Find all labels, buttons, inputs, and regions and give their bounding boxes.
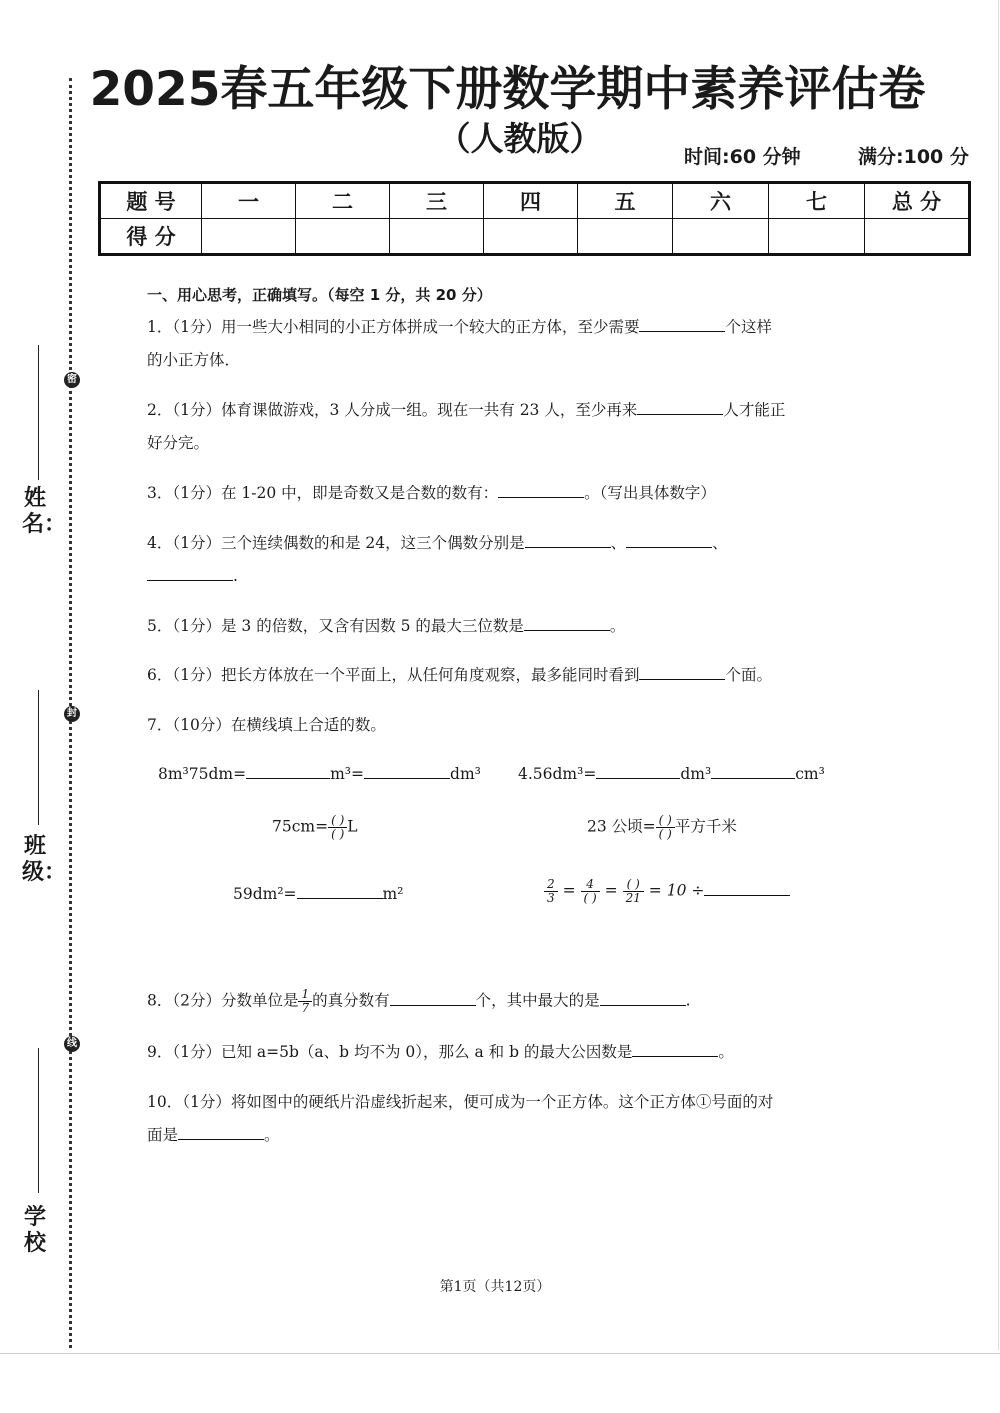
- q7-conversion-1: 8m³75dm= m³= dm³: [158, 765, 481, 783]
- score-table-score-row: [100, 219, 970, 255]
- fraction-blank[interactable]: $\frac{4}{( )}$: [581, 878, 600, 905]
- score-cell[interactable]: [390, 219, 484, 255]
- score-cell[interactable]: [296, 219, 390, 255]
- score-table-header-row: [100, 183, 970, 219]
- q7-conversion-4: 23 公顷= $\frac{( )}{( )}$ 平方千米: [587, 813, 737, 841]
- question-3: 3．（1分）在 1-20 中，即是奇数又是合数的数有： 。（写出具体数字）: [147, 484, 716, 502]
- score-header-cell: 五: [578, 183, 673, 219]
- answer-blank[interactable]: [626, 533, 712, 548]
- score-header-cell: 题 号: [100, 183, 202, 219]
- page-edge: [998, 0, 999, 1350]
- score-row-label: 得 分: [100, 219, 202, 255]
- answer-blank[interactable]: [525, 533, 611, 548]
- question-10-line1: 10．（1分）将如图中的硬纸片沿虚线折起来，便可成为一个正方体。这个正方体①号面的对: [147, 1093, 774, 1111]
- question-7: 7．（10分）在横线填上合适的数。: [147, 716, 386, 734]
- question-5: 5．（1分）是 3 的倍数，又含有因数 5 的最大三位数是 。: [147, 617, 626, 635]
- score-header-cell: 总 分: [865, 183, 970, 219]
- answer-blank[interactable]: [364, 764, 450, 779]
- score-table: [98, 181, 971, 256]
- exam-full-score: 满分:100 分: [858, 146, 969, 168]
- exam-time: 时间:60 分钟: [684, 146, 801, 168]
- q7-conversion-5: 59dm²= m²: [233, 885, 404, 903]
- fraction-blank[interactable]: $\frac{( )}{( )}$: [656, 814, 675, 841]
- answer-blank[interactable]: [297, 884, 383, 899]
- exam-title: 2025春五年级下册数学期中素养评估卷: [89, 62, 926, 117]
- score-header-cell: 二: [296, 183, 390, 219]
- answer-blank[interactable]: [711, 764, 795, 779]
- answer-blank[interactable]: [498, 483, 584, 498]
- school-label: 学校: [23, 1205, 46, 1256]
- seal-mark-feng: 封: [64, 706, 80, 722]
- answer-blank[interactable]: [596, 764, 680, 779]
- page-bottom-edge: [0, 1353, 1000, 1354]
- q7-conversion-2: 4.56dm³= dm³ cm³: [518, 765, 825, 783]
- score-cell[interactable]: [769, 219, 865, 255]
- question-4-line2: .: [147, 566, 238, 586]
- score-header-cell: 七: [769, 183, 865, 219]
- score-header-cell: 三: [390, 183, 484, 219]
- answer-blank[interactable]: [637, 400, 723, 415]
- q7-fraction-chain: $\frac{2}{3}$ = $\frac{4}{( )}$ = $\frac{( )}{21}$ = 10 ÷: [544, 878, 790, 905]
- seal-mark-mi: 密: [64, 372, 80, 388]
- answer-blank[interactable]: [639, 317, 725, 332]
- answer-blank[interactable]: [600, 991, 686, 1006]
- school-line: [38, 1048, 39, 1193]
- answer-blank[interactable]: [178, 1125, 264, 1140]
- fraction-blank[interactable]: $\frac{( )}{21}$: [623, 878, 644, 905]
- question-1-line2: 的小正方体．: [147, 351, 241, 369]
- q7-conversion-3: 75cm= $\frac{( )}{( )}$ L: [272, 813, 358, 841]
- question-4-line1: 4．（1分）三个连续偶数的和是 24，这三个偶数分别是 、 、: [147, 534, 728, 552]
- question-2-line1: 2．（1分）体育课做游戏，3 人分成一组。现在一共有 23 人，至少再来 人才能正: [147, 401, 786, 419]
- fraction-blank[interactable]: $\frac{( )}{( )}$: [328, 814, 347, 841]
- question-10-line2: 面是 。: [147, 1126, 280, 1144]
- score-cell[interactable]: [865, 219, 970, 255]
- question-8: 8．（2分）分数单位是 $\frac{1}{7}$ 的真分数有 个，其中最大的是 .: [147, 987, 691, 1015]
- answer-blank[interactable]: [639, 665, 725, 680]
- class-label: 班级：: [22, 834, 67, 885]
- question-1-line1: 1．（1分）用一些大小相同的小正方体拼成一个较大的正方体，至少需要 个这样: [147, 318, 772, 336]
- answer-blank[interactable]: [246, 764, 330, 779]
- name-line: [38, 345, 39, 480]
- score-header-cell: 四: [484, 183, 578, 219]
- score-cell[interactable]: [578, 219, 673, 255]
- section-heading: 一、用心思考，正确填写。（每空 1 分，共 20 分）: [147, 286, 492, 304]
- name-label: 姓名：: [22, 486, 67, 537]
- score-cell[interactable]: [673, 219, 769, 255]
- question-9: 9．（1分）已知 a=5b（a、b 均不为 0），那么 a 和 b 的最大公因数是 。: [147, 1043, 734, 1061]
- answer-blank[interactable]: [704, 881, 790, 896]
- answer-blank[interactable]: [390, 991, 476, 1006]
- answer-blank[interactable]: [524, 616, 610, 631]
- answer-blank[interactable]: [147, 566, 233, 581]
- answer-blank[interactable]: [632, 1042, 718, 1057]
- exam-subtitle: （人教版）: [437, 119, 603, 158]
- seal-mark-xian: 线: [64, 1036, 80, 1052]
- question-6: 6．（1分）把长方体放在一个平面上，从任何角度观察，最多能同时看到 个面。: [147, 666, 772, 684]
- score-cell[interactable]: [484, 219, 578, 255]
- score-cell[interactable]: [202, 219, 296, 255]
- class-line: [38, 690, 39, 825]
- score-header-cell: 一: [202, 183, 296, 219]
- page-number: 第1页（共12页）: [439, 1279, 551, 1295]
- score-header-cell: 六: [673, 183, 769, 219]
- question-2-line2: 好分完。: [147, 434, 210, 452]
